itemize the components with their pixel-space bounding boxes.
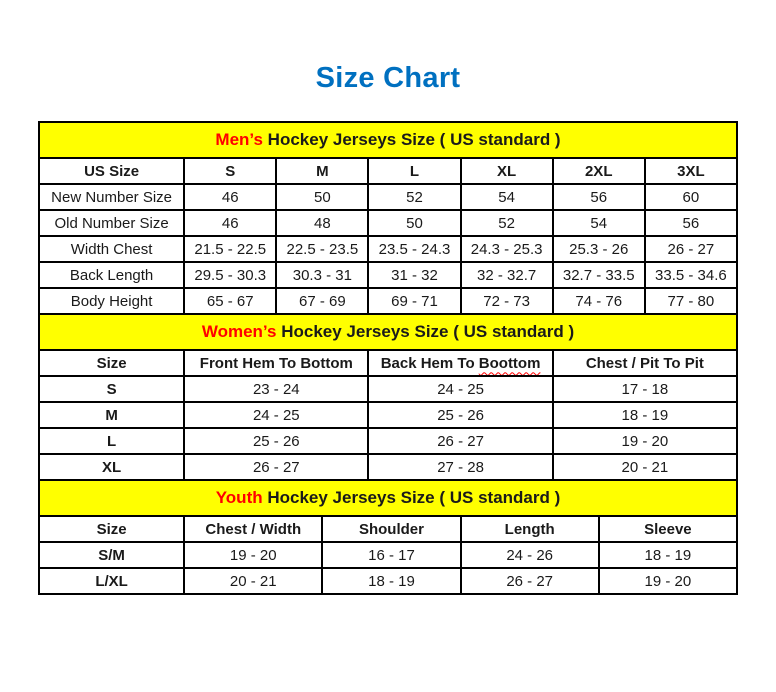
mens-table-cell: 30.3 - 31 xyxy=(276,262,368,288)
mens-table-cell: 26 - 27 xyxy=(645,236,737,262)
mens-banner xyxy=(39,122,737,158)
mens-size-table xyxy=(38,121,738,315)
youth-table-cell: 19 - 20 xyxy=(184,542,322,568)
mens-banner-accent: Men’s xyxy=(215,130,263,149)
womens-table-cell: 19 - 20 xyxy=(553,428,737,454)
mens-table-cell: 65 - 67 xyxy=(184,288,276,314)
youth-column-header: Chest / Width xyxy=(184,516,322,542)
mens-column-header: 2XL xyxy=(553,158,645,184)
womens-table-cell: 24 - 25 xyxy=(184,402,368,428)
mens-table-cell: 48 xyxy=(276,210,368,236)
mens-table-cell: 22.5 - 23.5 xyxy=(276,236,368,262)
womens-column-header: Back Hem To Boottom xyxy=(368,350,552,376)
womens-banner-text: Hockey Jerseys Size ( US standard ) xyxy=(276,322,575,341)
mens-table-cell: 69 - 71 xyxy=(368,288,460,314)
womens-column-header: Size xyxy=(39,350,184,376)
mens-column-header: L xyxy=(368,158,460,184)
mens-row-label: New Number Size xyxy=(39,184,184,210)
youth-table-cell: 19 - 20 xyxy=(599,568,737,594)
mens-table-cell: 50 xyxy=(276,184,368,210)
womens-table-cell: 26 - 27 xyxy=(368,428,552,454)
womens-table-row xyxy=(39,402,737,428)
mens-header-row xyxy=(39,158,737,184)
mens-banner-row xyxy=(39,122,737,158)
womens-header-row xyxy=(39,350,737,376)
mens-table-cell: 77 - 80 xyxy=(645,288,737,314)
mens-table-row xyxy=(39,210,737,236)
youth-row-label: S/M xyxy=(39,542,184,568)
womens-column-header: Chest / Pit To Pit xyxy=(553,350,737,376)
mens-table-cell: 31 - 32 xyxy=(368,262,460,288)
misspelled-word: Boottom xyxy=(478,354,541,372)
womens-row-label: S xyxy=(39,376,184,402)
mens-table-cell: 46 xyxy=(184,210,276,236)
mens-table-cell: 74 - 76 xyxy=(553,288,645,314)
size-tables-container xyxy=(38,121,738,595)
mens-banner-text: Hockey Jerseys Size ( US standard ) xyxy=(262,130,561,149)
youth-table-cell: 18 - 19 xyxy=(599,542,737,568)
mens-column-header: XL xyxy=(461,158,553,184)
mens-table-row xyxy=(39,262,737,288)
mens-table-cell: 50 xyxy=(368,210,460,236)
mens-table-cell: 52 xyxy=(368,184,460,210)
womens-row-label: L xyxy=(39,428,184,454)
mens-table-row xyxy=(39,236,737,262)
youth-table-cell: 18 - 19 xyxy=(322,568,460,594)
youth-row-label: L/XL xyxy=(39,568,184,594)
youth-banner-text: Hockey Jerseys Size ( US standard ) xyxy=(262,488,561,507)
womens-table-row xyxy=(39,428,737,454)
youth-table-cell: 16 - 17 xyxy=(322,542,460,568)
womens-table-cell: 26 - 27 xyxy=(184,454,368,480)
page-title: Size Chart xyxy=(315,62,461,94)
youth-banner xyxy=(39,480,737,516)
womens-table-row xyxy=(39,376,737,402)
womens-table-cell: 27 - 28 xyxy=(368,454,552,480)
mens-table-row xyxy=(39,184,737,210)
mens-table-cell: 32.7 - 33.5 xyxy=(553,262,645,288)
womens-banner xyxy=(39,314,737,350)
youth-table-cell: 24 - 26 xyxy=(461,542,599,568)
womens-table-cell: 24 - 25 xyxy=(368,376,552,402)
womens-table-cell: 25 - 26 xyxy=(368,402,552,428)
womens-table-cell: 18 - 19 xyxy=(553,402,737,428)
mens-row-label: Body Height xyxy=(39,288,184,314)
mens-table-cell: 56 xyxy=(553,184,645,210)
mens-row-label: Width Chest xyxy=(39,236,184,262)
mens-column-header: 3XL xyxy=(645,158,737,184)
womens-table-cell: 17 - 18 xyxy=(553,376,737,402)
mens-table-cell: 60 xyxy=(645,184,737,210)
youth-table-cell: 26 - 27 xyxy=(461,568,599,594)
mens-column-header: M xyxy=(276,158,368,184)
youth-column-header: Sleeve xyxy=(599,516,737,542)
youth-table-row xyxy=(39,568,737,594)
mens-table-cell: 33.5 - 34.6 xyxy=(645,262,737,288)
mens-table-cell: 46 xyxy=(184,184,276,210)
youth-column-header: Size xyxy=(39,516,184,542)
mens-table-cell: 24.3 - 25.3 xyxy=(461,236,553,262)
mens-table-cell: 23.5 - 24.3 xyxy=(368,236,460,262)
mens-row-label: Back Length xyxy=(39,262,184,288)
mens-table-cell: 52 xyxy=(461,210,553,236)
mens-table-cell: 56 xyxy=(645,210,737,236)
youth-table-row xyxy=(39,542,737,568)
womens-banner-row xyxy=(39,314,737,350)
womens-row-label: XL xyxy=(39,454,184,480)
mens-column-header: US Size xyxy=(39,158,184,184)
mens-table-cell: 67 - 69 xyxy=(276,288,368,314)
mens-table-row xyxy=(39,288,737,314)
youth-table-cell: 20 - 21 xyxy=(184,568,322,594)
mens-row-label: Old Number Size xyxy=(39,210,184,236)
mens-table-cell: 21.5 - 22.5 xyxy=(184,236,276,262)
mens-column-header: S xyxy=(184,158,276,184)
youth-size-table xyxy=(38,479,738,595)
youth-banner-accent: Youth xyxy=(215,488,263,507)
womens-table-cell: 23 - 24 xyxy=(184,376,368,402)
youth-banner-row xyxy=(39,480,737,516)
womens-table-row xyxy=(39,454,737,480)
mens-table-cell: 32 - 32.7 xyxy=(461,262,553,288)
womens-table-cell: 25 - 26 xyxy=(184,428,368,454)
youth-column-header: Length xyxy=(461,516,599,542)
mens-table-cell: 29.5 - 30.3 xyxy=(184,262,276,288)
womens-row-label: M xyxy=(39,402,184,428)
womens-table-cell: 20 - 21 xyxy=(553,454,737,480)
womens-banner-accent: Women’s xyxy=(201,322,277,341)
womens-size-table xyxy=(38,313,738,481)
womens-column-header: Front Hem To Bottom xyxy=(184,350,368,376)
mens-table-cell: 54 xyxy=(461,184,553,210)
mens-table-cell: 72 - 73 xyxy=(461,288,553,314)
youth-column-header: Shoulder xyxy=(322,516,460,542)
mens-table-cell: 54 xyxy=(553,210,645,236)
mens-table-cell: 25.3 - 26 xyxy=(553,236,645,262)
youth-header-row xyxy=(39,516,737,542)
